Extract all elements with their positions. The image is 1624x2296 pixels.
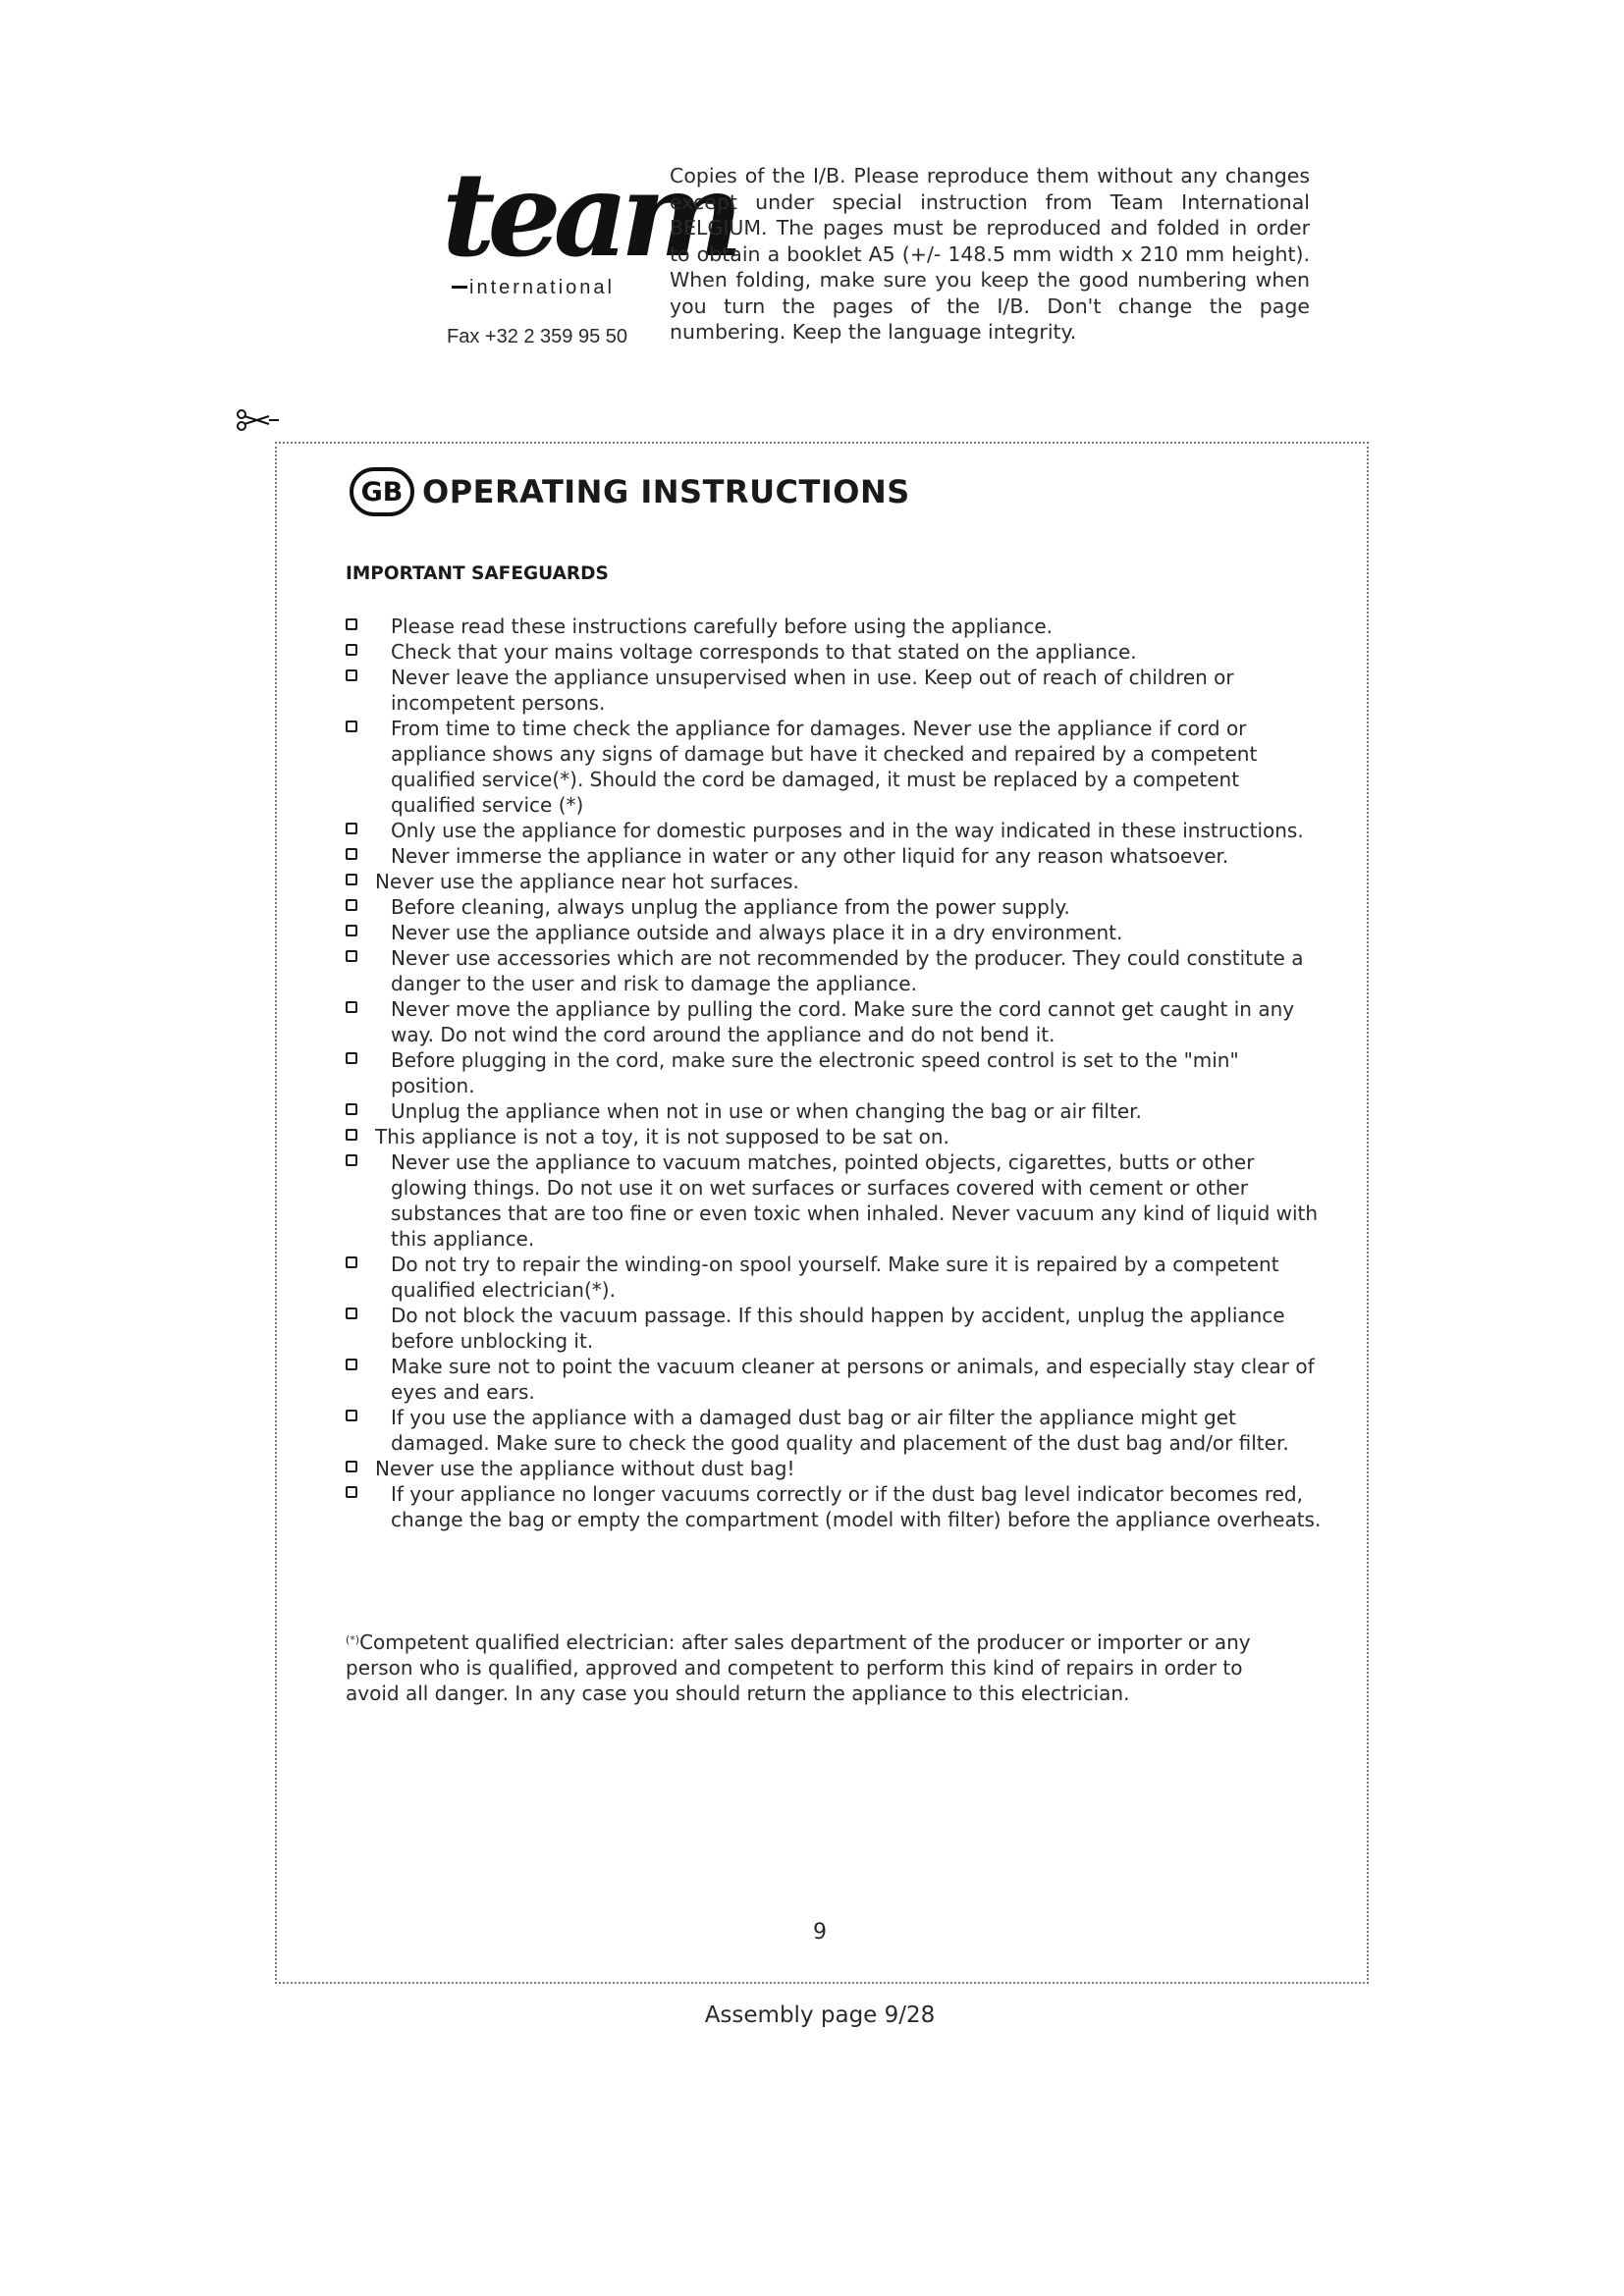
list-item: Never use the appliance outside and always place it in a dry environment. (346, 920, 1327, 945)
checkbox-square-icon (346, 1486, 357, 1498)
list-item: This appliance is not a toy, it is not supposed to be sat on. (346, 1124, 1327, 1149)
checkbox-square-icon (346, 1461, 357, 1472)
logo-subtext: international (469, 277, 615, 298)
list-item: Check that your mains voltage corresponds to that stated on the appliance. (346, 639, 1327, 665)
list-item: Do not block the vacuum passage. If this should happen by accident, unplug the appliance before unblocking it. (346, 1303, 1327, 1354)
checkbox-square-icon (346, 1256, 357, 1268)
list-item: Before plugging in the cord, make sure the electronic speed control is set to the "min" position. (346, 1047, 1327, 1098)
section-title-row (350, 463, 910, 520)
fax-number: Fax +32 2 359 95 50 (447, 326, 628, 347)
list-item: From time to time check the appliance for damages. Never use the appliance if cord or appliance shows any signs of damage but have it checked and repaired by a competent qualified service(*). Should the cord be damaged, it must be replaced by a competent qualified service (*) (346, 716, 1327, 818)
checkbox-square-icon (346, 950, 357, 962)
page-header (0, 0, 1624, 373)
checkbox-square-icon (346, 848, 357, 860)
list-item: Never move the appliance by pulling the cord. Make sure the cord cannot get caught in any way. Do not wind the cord around the appliance and do not bend it. (346, 996, 1327, 1047)
checkbox-square-icon (346, 669, 357, 681)
scissors-icon (236, 408, 279, 432)
checkbox-square-icon (346, 1129, 357, 1141)
checkbox-square-icon (346, 644, 357, 656)
list-item: Never immerse the appliance in water or any other liquid for any reason whatsoever. (346, 843, 1327, 869)
list-item: Never use the appliance without dust bag! (346, 1456, 1327, 1481)
list-item: Make sure not to point the vacuum cleaner at persons or animals, and especially stay clear of eyes and ears. (346, 1354, 1327, 1405)
checkbox-square-icon (346, 1103, 357, 1115)
list-item: Only use the appliance for domestic purposes and in the way indicated in these instructions. (346, 818, 1327, 843)
list-item: Please read these instructions carefully before using the appliance. (346, 614, 1327, 639)
list-item: Never use the appliance to vacuum matches, pointed objects, cigarettes, butts or other glowing things. Do not use it on wet surfaces or surfaces covered with cement or other substances that are too fine or even toxic when inhaled. Never vacuum any kind of liquid with this appliance. (346, 1149, 1327, 1252)
checkbox-square-icon (346, 1410, 357, 1421)
list-item: Never leave the appliance unsupervised when in use. Keep out of reach of children or incompetent persons. (346, 665, 1327, 716)
copies-notice: Copies of the I/B. Please reproduce them without any changes except under special instruction from Team International BELGIUM. The pages must be reproduced and folded in order to obtain a booklet A5 (+/- 148.5 mm width x 210 mm height). When folding, make sure you keep the good numbering when you turn the pages of the I/B. Don't change the page numbering. Keep the language integrity. (670, 164, 1310, 344)
checkbox-square-icon (346, 1001, 357, 1013)
logo-wordmark: team (442, 146, 735, 283)
checkbox-square-icon (346, 721, 357, 732)
checkbox-square-icon (346, 925, 357, 936)
checkbox-square-icon (346, 823, 357, 834)
list-item: If you use the appliance with a damaged dust bag or air filter the appliance might get damaged. Make sure to check the good quality and placement of the dust bag and/or filter. (346, 1405, 1327, 1456)
team-international-logo (422, 146, 735, 314)
list-item: Never use the appliance near hot surfaces. (346, 869, 1327, 894)
list-item: Do not try to repair the winding-on spool yourself. Make sure it is repaired by a competent qualified electrician(*). (346, 1252, 1327, 1303)
page-number: 9 (813, 1920, 827, 1945)
footnote (346, 1628, 1278, 1706)
list-item: Before cleaning, always unplug the appliance from the power supply. (346, 894, 1327, 920)
language-badge: GB (350, 467, 414, 516)
list-item: Never use accessories which are not recommended by the producer. They could constitute a danger to the user and risk to damage the appliance. (346, 945, 1327, 996)
checkbox-square-icon (346, 1052, 357, 1064)
checkbox-square-icon (346, 899, 357, 911)
safeguards-list (346, 614, 1327, 1532)
list-item: If your appliance no longer vacuums correctly or if the dust bag level indicator becomes red, change the bag or empty the compartment (model with filter) before the appliance overheats. (346, 1481, 1327, 1532)
checkbox-square-icon (346, 1308, 357, 1319)
footnote-text: Competent qualified electrician: after sales department of the producer or importer or any person who is qualified, approved and competent to perform this kind of repairs in order to avoid all danger. In any case you should return the appliance to this electrician. (346, 1630, 1251, 1705)
footnote-mark: (*) (346, 1633, 360, 1646)
checkbox-square-icon (346, 874, 357, 885)
checkbox-square-icon (346, 1154, 357, 1166)
page-title: OPERATING INSTRUCTIONS (422, 473, 910, 510)
list-item: Unplug the appliance when not in use or when changing the bag or air filter. (346, 1098, 1327, 1124)
safeguards-heading: IMPORTANT SAFEGUARDS (346, 563, 609, 584)
assembly-page-label: Assembly page 9/28 (704, 2002, 936, 2028)
checkbox-square-icon (346, 1359, 357, 1370)
checkbox-square-icon (346, 618, 357, 630)
